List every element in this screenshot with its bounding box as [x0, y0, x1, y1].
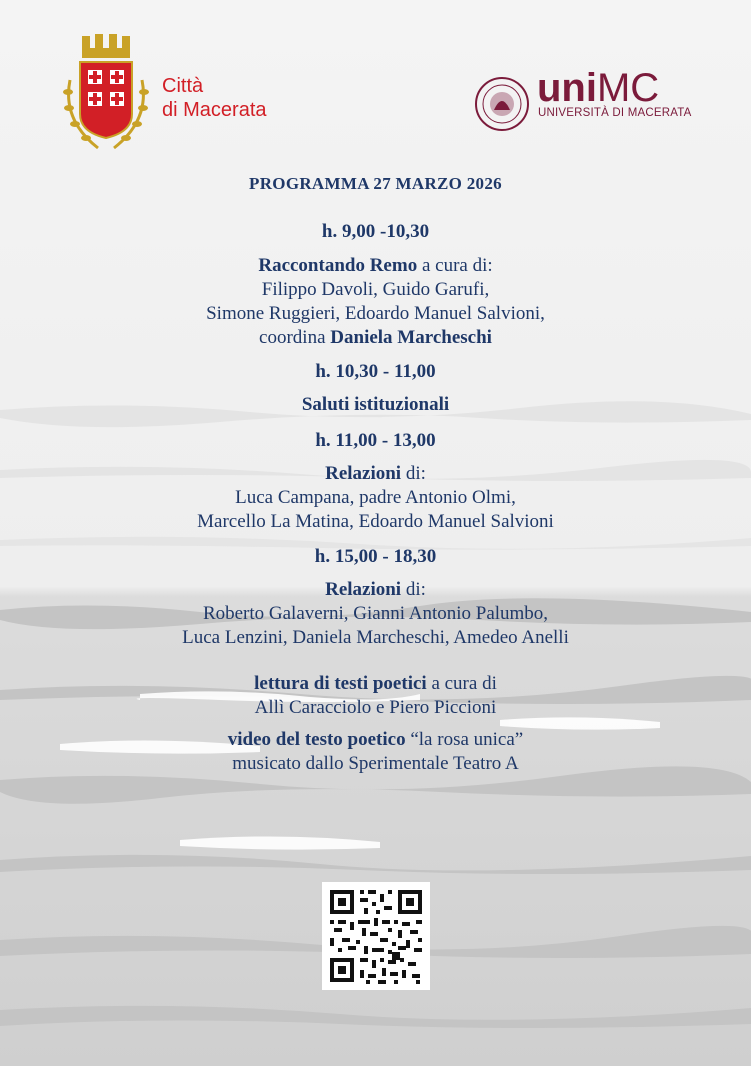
session-1-line-2: Filippo Davoli, Guido Garufi, — [261, 279, 490, 300]
session-4-title: Relazioni — [325, 579, 402, 600]
session-1-line-1 — [0, 254, 751, 278]
session-4-time: h. 15,00 - 18,30 — [314, 546, 437, 567]
session-3-line-2: Luca Campana, padre Antonio Olmi, — [235, 487, 516, 508]
program-content — [0, 170, 751, 776]
uni-subtitle: UNIVERSITÀ DI MACERATA — [538, 107, 692, 119]
comune-name — [162, 74, 267, 122]
session-1-curated: a cura di: — [417, 255, 493, 276]
session-1-title: Raccontando Remo — [258, 255, 418, 276]
reading-title: lettura di testi poetici — [254, 673, 427, 694]
session-2-details — [0, 393, 751, 417]
session-2-time: h. 10,30 - 11,00 — [315, 361, 436, 382]
uni-thin: MC — [596, 66, 660, 110]
session-4-of: di: — [401, 579, 426, 600]
session-1-coordinator: Daniela Marcheschi — [330, 327, 492, 348]
session-1-time: h. 9,00 -10,30 — [321, 221, 430, 242]
reading-line-1 — [0, 672, 751, 696]
uni-bold: uni — [537, 66, 597, 110]
session-4-details — [0, 578, 751, 650]
session-4-line-2: Roberto Galaverni, Gianni Antonio Palumbo, — [202, 603, 549, 624]
video-line-1 — [0, 728, 751, 752]
video-line-2: musicato dallo Sperimentale Teatro A — [232, 753, 519, 774]
session-1-line-3: Simone Ruggieri, Edoardo Manuel Salvioni, — [206, 303, 545, 324]
session-3-title: Relazioni — [325, 463, 402, 484]
reading-line-2: Allì Caracciolo e Piero Piccioni — [254, 697, 497, 718]
session-4-line-1 — [0, 578, 751, 602]
video-title: video del testo poetico — [227, 729, 406, 750]
program-title: PROGRAMMA 27 MARZO 2026 — [249, 174, 502, 193]
session-1-coord-label: coordina — [259, 327, 331, 348]
session-3-time: h. 11,00 - 13,00 — [315, 430, 436, 451]
comune-line-2: di Macerata — [162, 99, 267, 121]
session-4-line-3: Luca Lenzini, Daniela Marcheschi, Amedeo Anelli — [182, 627, 569, 648]
reading-details — [0, 672, 751, 720]
session-3-details — [0, 462, 751, 534]
session-3-of: di: — [401, 463, 426, 484]
video-poem-name: “la rosa unica” — [405, 729, 524, 750]
session-2-title: Saluti istituzionali — [301, 394, 450, 415]
uni-logotype — [537, 66, 659, 110]
session-1-details — [0, 254, 751, 350]
comune-line-1: Città — [162, 75, 204, 97]
video-details — [0, 728, 751, 776]
reading-curated: a cura di — [426, 673, 497, 694]
session-3-line-3: Marcello La Matina, Edoardo Manuel Salvioni — [197, 511, 554, 532]
qr-code-icon[interactable] — [322, 882, 430, 990]
session-1-line-4 — [0, 326, 751, 350]
session-3-line-1 — [0, 462, 751, 486]
